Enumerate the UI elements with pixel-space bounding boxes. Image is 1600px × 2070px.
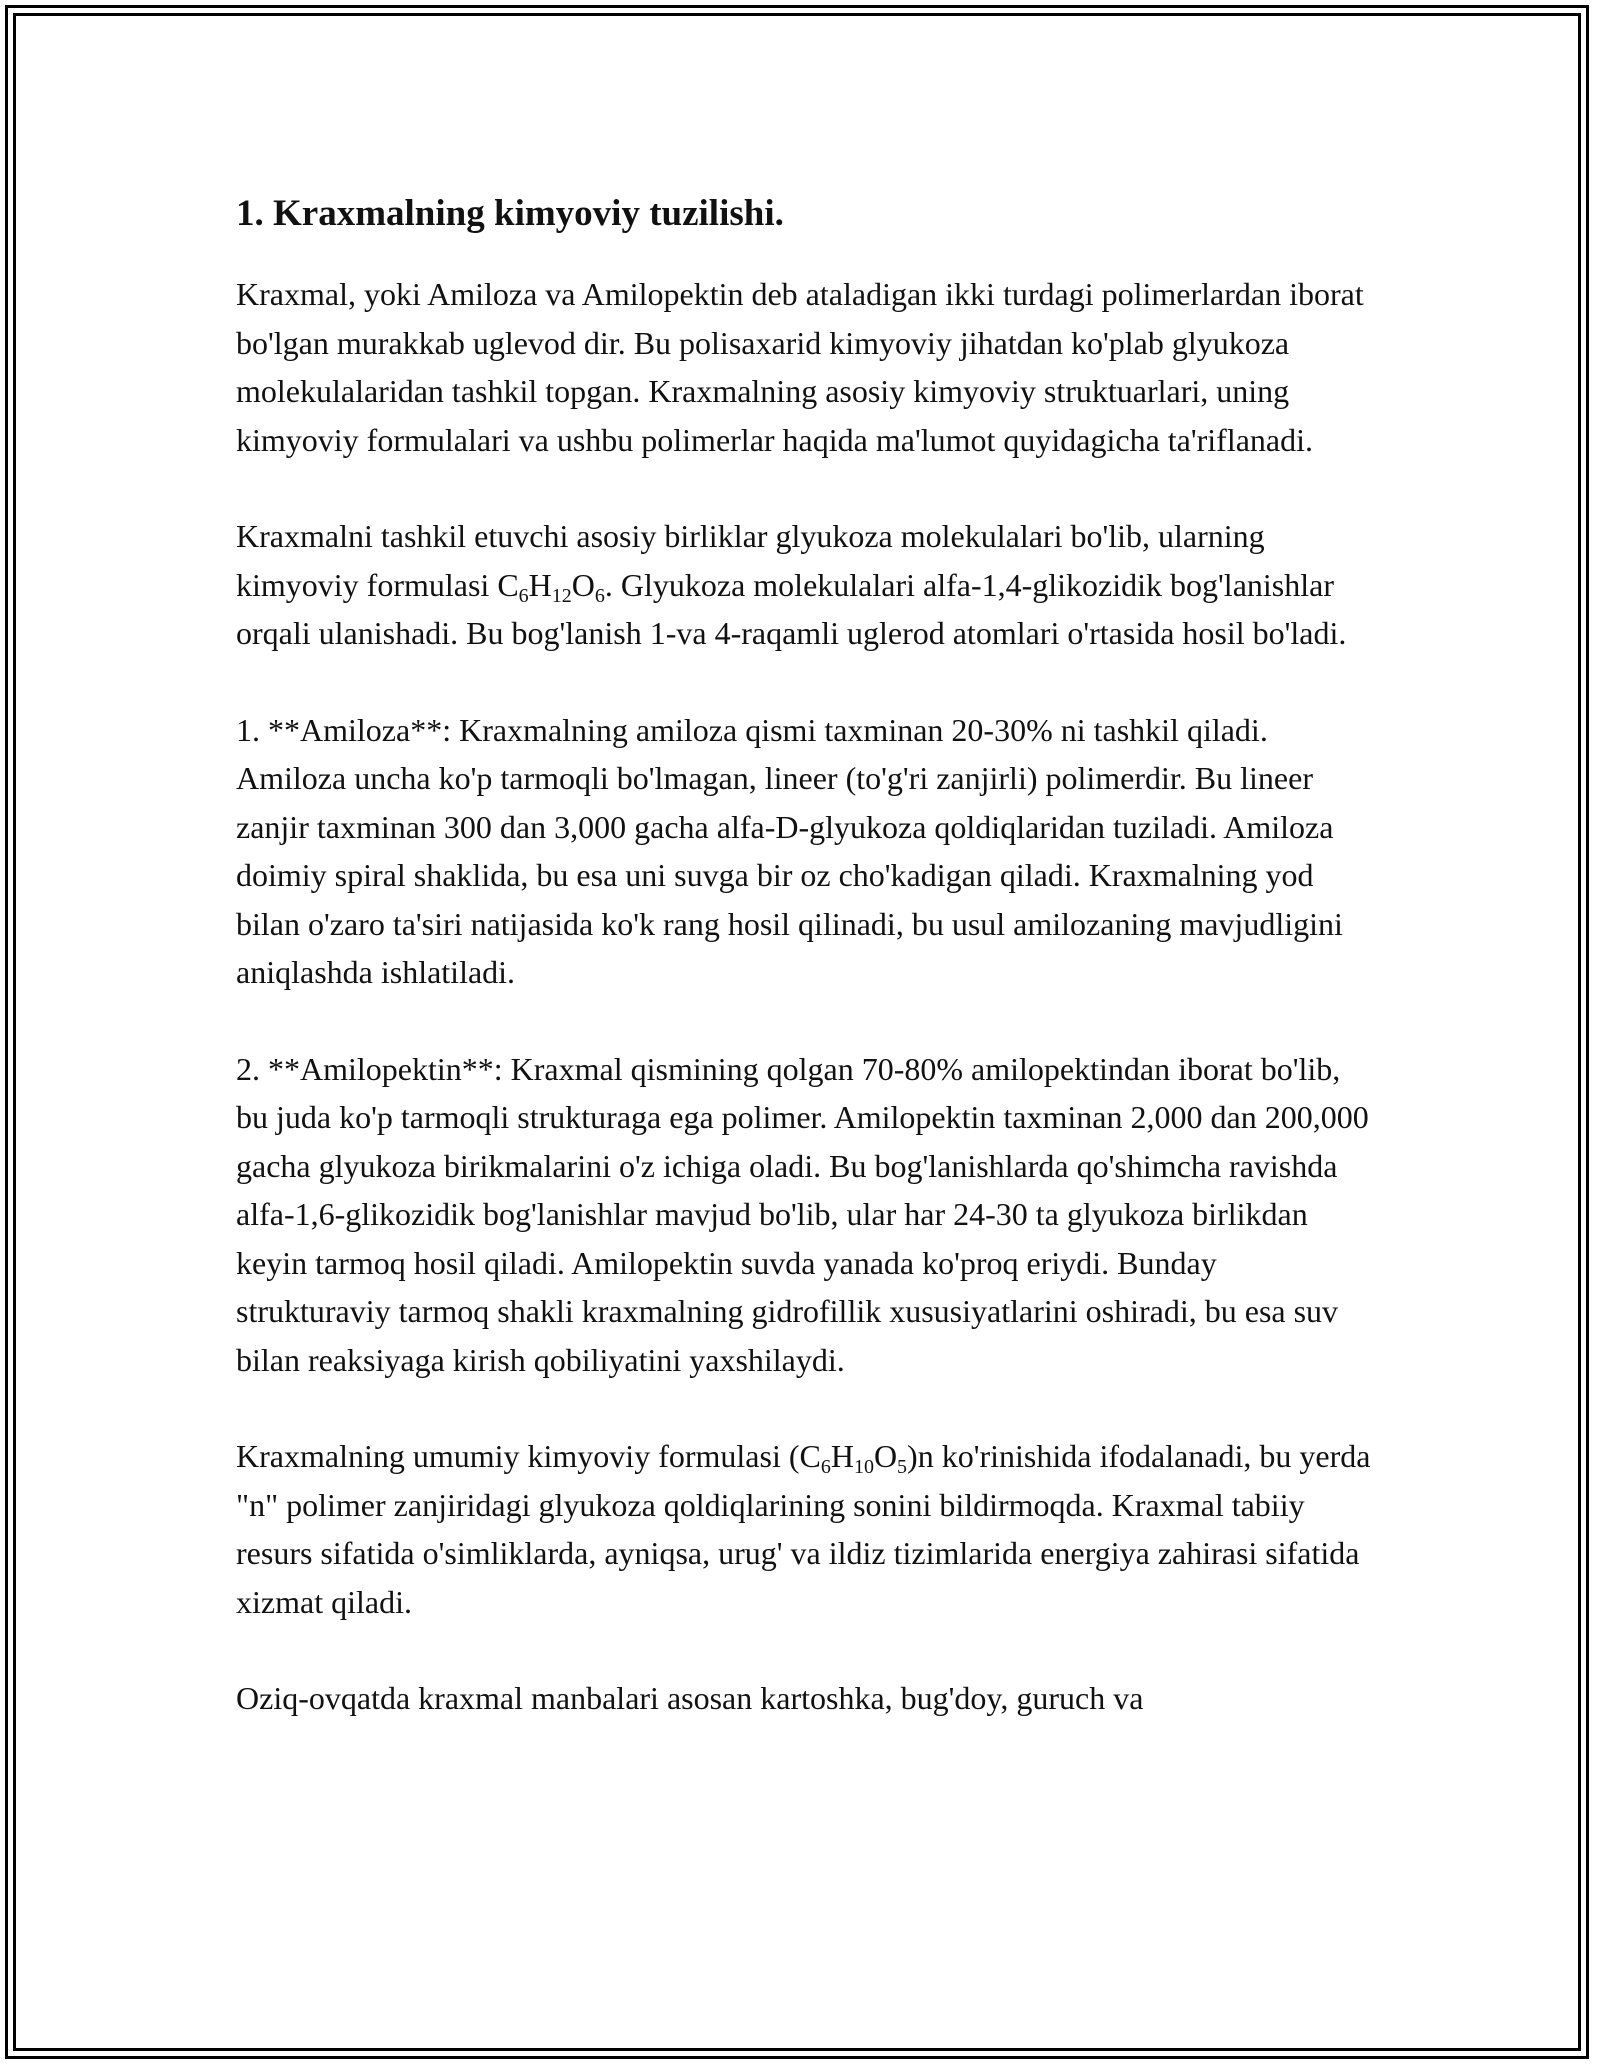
paragraph-glucose-units — [236, 512, 1376, 658]
document-body — [236, 188, 1376, 1771]
paragraph-amylose: 1. **Amiloza**: Kraxmalning amiloza qismi taxminan 20-30% ni tashkil qiladi. Amiloza uncha ko'p tarmoqli bo'lmagan, lineer (to'g'ri zanjirli) polimerdir. Bu lineer zanjir taxminan 300 dan 3,000 gacha alfa-D-glyukoza qoldiqlaridan tuziladi. Amiloza doimiy spiral shaklida, bu esa uni suvga bir oz cho'kadigan qiladi. Kraxmalning yod bilan o'zaro ta'siri natijasida ko'k rang hosil qilinadi, bu usul amilozaning mavjudligini aniqlashda ishlatiladi. — [236, 711, 1343, 990]
glucose-text-before: Kraxmalni tashkil etuvchi asosiy birliklar glyukoza molekulalari bo'lib, ularning kimyoviy formulasi — [236, 518, 1265, 603]
general-text-before: Kraxmalning umumiy kimyoviy formulasi ( — [236, 1438, 800, 1474]
paragraph-amylopectin: 2. **Amilopektin**: Kraxmal qismining qolgan 70-80% amilopektindan iborat bo'lib, bu juda ko'p tarmoqli strukturaga ega polimer. Amilopektin taxminan 2,000 dan 200,000 gacha glyukoza birikmalarini o'z ichiga oladi. Bu bog'lanishlarda qo'shimcha ravishda alfa-1,6-glikozidik bog'lanishlar mavjud bo'lib, ular har 24-30 ta glyukoza birlikdan keyin tarmoq hosil qiladi. Amilopektin suvda yanada ko'proq eriydi. Bunday strukturaviy tarmoq shakli kraxmalning gidrofillik xususiyatlarini oshiradi, bu esa suv bilan reaksiyaga kirish qobiliyatini yaxshilaydi. — [236, 1050, 1369, 1378]
formula-carbon-count: 6 — [518, 584, 529, 607]
general-text-after: )n ko'rinishida ifodalanadi, bu yerda "n" polimer zanjiridagi glyukoza qoldiqlarining sonini bildirmoqda. Kraxmal tabiiy resurs sifatida o'simliklarda, ayniqsa, urug' va ildiz tizimlarida energiya zahirasi sifatida xizmat qiladi. — [236, 1438, 1371, 1620]
glucose-text-after: . Glyukoza molekulalari alfa-1,4-glikozidik bog'lanishlar orqali ulanishadi. Bu bog'lanish 1-va 4-raqamli uglerod atomlari o'rtasida hosil bo'ladi. — [236, 566, 1347, 651]
formula-hydrogen-count: 12 — [551, 584, 572, 607]
glucose-formula — [497, 566, 605, 607]
formula-carbon: C — [497, 566, 519, 603]
paragraph-food-sources: Oziq-ovqatda kraxmal manbalari asosan kartoshka, bug'doy, guruch va — [236, 1680, 1144, 1716]
formula-hydrogen: H — [528, 566, 552, 603]
section-heading: 1. Kraxmalning kimyoviy tuzilishi. — [236, 193, 784, 234]
formula-oxygen-count: 6 — [594, 584, 605, 607]
paragraph-general-formula — [236, 1432, 1376, 1626]
paragraph-intro: Kraxmal, yoki Amiloza va Amilopektin deb ataladigan ikki turdagi polimerlardan iborat bo'lgan murakkab uglevod dir. Bu polisaxarid kimyoviy jihatdan ko'plab glyukoza molekulalaridan tashkil topgan. Kraxmalning asosiy kimyoviy struktuarlari, uning kimyoviy formulalari va ushbu polimerlar haqida ma'lumot quyidagicha ta'riflanadi. — [236, 276, 1364, 458]
formula-oxygen-count: 5 — [897, 1456, 908, 1478]
formula-oxygen: O — [873, 1438, 898, 1474]
starch-formula — [799, 1438, 908, 1478]
formula-hydrogen-count: 10 — [853, 1456, 874, 1478]
formula-carbon-count: 6 — [820, 1456, 831, 1478]
formula-hydrogen: H — [830, 1438, 854, 1474]
formula-carbon: C — [799, 1438, 821, 1474]
formula-oxygen: O — [571, 566, 595, 603]
